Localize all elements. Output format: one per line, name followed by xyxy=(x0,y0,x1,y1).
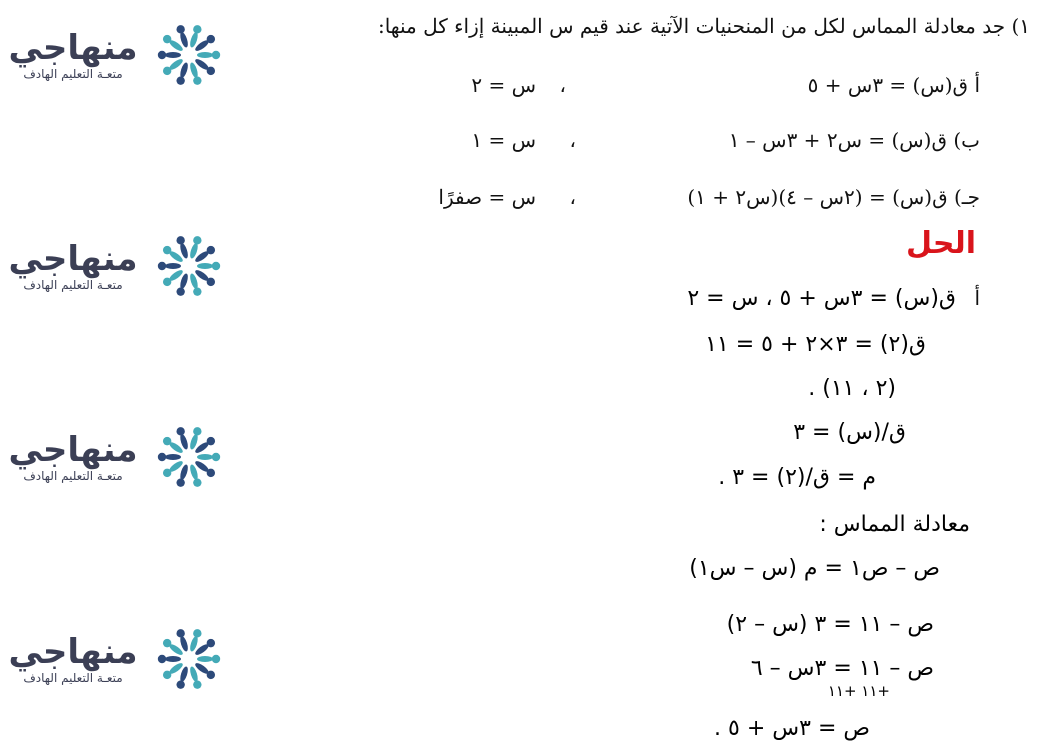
logo-figure-head xyxy=(212,262,220,270)
question-item-b xyxy=(729,128,980,152)
logo-figure-head xyxy=(212,655,220,663)
logo-figure-head xyxy=(193,478,201,486)
brand-tagline: متعـة التعليم الهادف xyxy=(23,469,123,483)
logo-figure-head xyxy=(176,629,184,637)
logo-figure-head xyxy=(193,76,201,84)
logo-figure-head xyxy=(193,287,201,295)
solution-line: ص – ص١ = م (س – س١) xyxy=(689,556,940,581)
item-condition: س = ٢ xyxy=(471,73,536,97)
item-separator: ، xyxy=(559,73,566,97)
item-label: جـ) xyxy=(953,185,980,209)
logo-figure-head xyxy=(193,680,201,688)
people-circle-logo-icon xyxy=(150,620,228,698)
logo-figure-head xyxy=(158,262,166,270)
question-prompt: جد معادلة المماس لكل من المنحنيات الآتية عند قيم س المبينة إزاء كل منها: xyxy=(377,14,1006,38)
logo-figure-body xyxy=(197,656,213,662)
logo-figure-body xyxy=(165,454,181,460)
item-separator: ، xyxy=(569,185,576,209)
logo-figure-head xyxy=(176,680,184,688)
logo-figure-head xyxy=(193,427,201,435)
brand-name: منهاجي xyxy=(8,430,138,470)
question-number: ١) xyxy=(1011,14,1030,38)
logo-figure-body xyxy=(165,263,181,269)
solution-part-label: أ xyxy=(974,286,980,310)
logo-figure-body xyxy=(197,263,213,269)
question-prompt-line xyxy=(378,14,1030,38)
item-separator: ، xyxy=(569,128,576,152)
item-label: ب) xyxy=(953,128,980,152)
logo-figure-head xyxy=(158,453,166,461)
brand-name: منهاجي xyxy=(8,632,138,672)
logo-figure-head xyxy=(176,76,184,84)
brand-logo xyxy=(8,227,230,307)
solution-heading: الحل xyxy=(906,226,976,261)
solution-line: م = ق/(٢) = ٣ . xyxy=(718,465,876,490)
logo-figure-body xyxy=(165,52,181,58)
brand-tagline: متعـة التعليم الهادف xyxy=(23,278,123,292)
item-function: ق(س) = س٢ + ٣س – ١ xyxy=(728,128,947,152)
brand-tagline: متعـة التعليم الهادف xyxy=(23,671,123,685)
logo-figure-body xyxy=(197,454,213,460)
solution-line: ق(س) = ٣س + ٥ ، س = ٢ xyxy=(687,286,956,311)
item-function: ق(س) = ٣س + ٥ xyxy=(807,73,969,97)
logo-figure-head xyxy=(176,25,184,33)
brand-name: منهاجي xyxy=(8,28,138,68)
logo-figure-head xyxy=(176,427,184,435)
logo-figure-head xyxy=(158,51,166,59)
solution-line: ص – ١١ = ٣س – ٦ xyxy=(750,656,934,681)
logo-figure-body xyxy=(165,656,181,662)
solution-line: (٢ ، ١١) . xyxy=(808,376,896,401)
solution-line-note: +١١ +١١ xyxy=(827,682,890,700)
item-label: أ xyxy=(974,73,980,97)
solution-line: ق/(س) = ٣ xyxy=(793,420,906,445)
people-circle-logo-icon xyxy=(150,418,228,496)
logo-figure-head xyxy=(158,655,166,663)
logo-figure-head xyxy=(212,453,220,461)
brand-logo xyxy=(8,418,230,498)
logo-figure-head xyxy=(176,287,184,295)
item-condition: س = ١ xyxy=(471,128,536,152)
logo-figure-head xyxy=(193,25,201,33)
solution-line: ص – ١١ = ٣ (س – ٢) xyxy=(726,612,934,637)
logo-figure-body xyxy=(197,52,213,58)
solution-line: معادلة المماس : xyxy=(819,512,970,537)
brand-logo xyxy=(8,620,230,700)
item-condition: س = صفرًا xyxy=(438,185,536,209)
logo-figure-head xyxy=(176,236,184,244)
solution-line: ص = ٣س + ٥ . xyxy=(714,716,870,741)
people-circle-logo-icon xyxy=(150,227,228,305)
brand-name: منهاجي xyxy=(8,239,138,279)
solution-line: ق(٢) = ٣×٢ + ٥ = ١١ xyxy=(705,332,926,357)
logo-figure-head xyxy=(212,51,220,59)
logo-figure-head xyxy=(193,629,201,637)
question-item-a xyxy=(808,73,980,97)
item-function: ق(س) = (٢س – ٤)(س٢ + ١) xyxy=(687,185,948,209)
people-circle-logo-icon xyxy=(150,16,228,94)
brand-logo xyxy=(8,16,230,96)
brand-tagline: متعـة التعليم الهادف xyxy=(23,67,123,81)
question-item-c xyxy=(687,185,980,209)
logo-figure-head xyxy=(176,478,184,486)
logo-figure-head xyxy=(193,236,201,244)
